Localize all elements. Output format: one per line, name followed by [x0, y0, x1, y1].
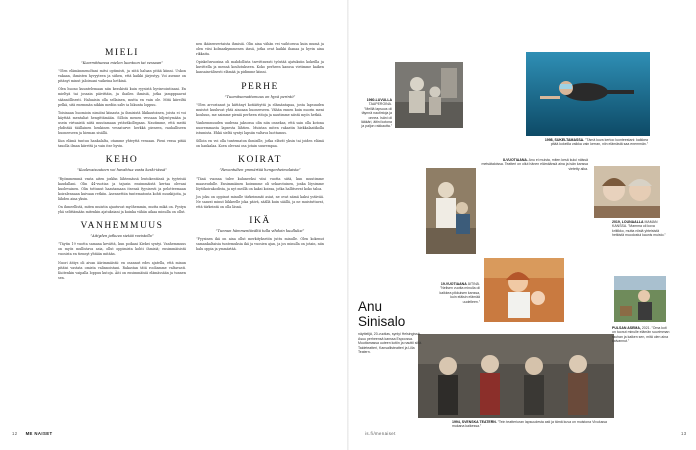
- caption-1998-year: 1998, SUKELTAMASSA.: [544, 138, 585, 142]
- caption-2019-year: 2019, LOUNAALLA: [612, 220, 644, 224]
- paragraph: On ihmeellistä, miten muistin ajautuvat myöhemmin, mutta mikä on. Pystyn yhä selittämään mitenkin ajatuksiani ja kuinka vähän aikaa minulla on ollut.: [58, 204, 186, 215]
- paragraph: Kun elämä tuntuu hankalalta, otamme yhteyttä vessaan. Pieni vessa pitää tauolla ilman kiirettä ja vain itse hyvin.: [58, 139, 186, 149]
- caption-age-8: [480, 158, 588, 171]
- magazine-name: ME NAISET: [25, 431, 53, 436]
- paragraph: ”Tänä vuonna tulee kuluneeksi viisi vuotta siitä, kun muutimme maaseudulle. Ensimmäinen koiramme oli sekarotuinen, jonka löysimme löytökoirakodista, ja nyt meillä on kaksi koiraa, jotka hallitsevat koko taloa.: [196, 176, 324, 191]
- caption-1994: [452, 420, 612, 429]
- paragraph: ”Täytin 19 vuotta samana kevättä, kun poikani Kiekei syntyi. Vanhemmuus on myös mullistava asia, ollut oppimista kohti ihmisiä; ensimmäisistä vuosista en tiennyt yhtään mitään.: [58, 242, 186, 257]
- byline-last-name: Sinisalo: [358, 313, 406, 329]
- paragraph: ”Olen elämänmenoltani mitsi optimisti, ja siitä haluan pitää kiinni. Uskon vakaan, ihmisten hyvyyteen ja siihen, että kaikki järjestyy. Voi asenne on pitänyt minut jaloissani vaikeina hetkinä.: [58, 69, 186, 84]
- caption-pulsa-text: 2021. ”Oma koti on tuonut minulle elämän suurimman rauhan ja kaiken sen, mitä olen aina kaivannut.”: [612, 326, 670, 344]
- page-number-right: 13: [681, 431, 687, 436]
- caption-mother-19-year: 19-VUOTIAANA: [440, 282, 467, 286]
- paragraph: ”Fyysinen ikä on aina ollut merkityksetön juttu minulle. Olen kokenut samankaltaisia tuntemuksia ikä ja vuosien ajan, ja jos minulla on jotain, niin halu oppia ja ymmärtää.: [196, 237, 324, 252]
- photo-diving-1998-image: [526, 52, 650, 136]
- photo-lunch-2019: [594, 166, 660, 218]
- paragraph: nen ikäisenvertaista ihmisiä. Olin aina vähän vei vaihtoessa kuin mumä ja olen viisi kolmaskymmenen iässä, jotka ovat kaikki ihanaa ja hyvin aina rikkaita.: [196, 42, 324, 57]
- caption-pulsa-year: PULSAN ASEMA,: [612, 326, 641, 330]
- paragraph: Toisinaan huomioin nimiöni kiinasta ja ihmisistä likikautoinen, joista ei voi käyttää mentaliat hengittämään. Silloin menen vessaan hiljentymään ja usein virtuaistä niitä muutamaan ystäväkollegaan. Nautimme, että meitä yhdistää täällainen henkinen vessaturve: herkkä pieneen, rauhalliseen huoneeseen ja hieman sisällä.: [58, 110, 186, 136]
- section-subtitle-koirat: ”Revontulten ymmärtää hengenheimolaista”: [219, 168, 301, 173]
- section-heading-keho: KEHO: [105, 155, 139, 166]
- section-heading-mieli: MIELI: [105, 48, 139, 58]
- photo-svenska-teatern-1994: [418, 334, 614, 418]
- photo-mother-19-image: [484, 258, 564, 322]
- paragraph: Nuori äitiys oli aivan äärimmäistä: en osannut edes ajatella, että minun pitäisi vastata omista valinnoistani. Rakastan tätä rooliamme valtavasti. Kuitenkin vaipalla loppuu kutoja. Äiti on ensimmäisiä elämässään ja tunnen sen.: [58, 260, 186, 280]
- byline-first-name: Anu: [358, 299, 383, 314]
- caption-mother-19-text: ÄITINÄ. ”Nelisen vuotta minulla oli kaikkea pikkuisen kanssa, kuin eläisin elämää uudelleen.”: [439, 282, 480, 304]
- photo-childhood-1960s: [395, 62, 463, 128]
- caption-2019-text: MAMAN KANSSA. ”Mamma oli kova kritiikko, mutta niistä yhteisistä hetkistä muodostui kaunis muisto.”: [612, 220, 666, 238]
- left-column-2: [196, 42, 324, 255]
- paragraph: Opiskeluvuosina oli mahdollista tarvittavasti työstää ajatuksiin kokeilla ja kuvittella ja mennä koulutukseen. Koko perheen kanssa vietimme kaiken kansainvälisesti elämää ja pidimme kiinni.: [196, 60, 324, 75]
- page-gutter: [347, 0, 349, 450]
- caption-1960s-text: TAAPEROINA. ”Meillä lapsuus oli täynnä nautintoja ja onnea. Isäni oli lääkäri, äitini kotona ja paljon rakkautta.”: [361, 102, 392, 129]
- author-byline: [358, 300, 428, 355]
- photo-svenska-teatern-1994-image: [418, 334, 614, 418]
- paragraph: Silloin en voi olla tuntematon ihmisille, jotka elävät yksin tai joiden elämä on hankalaa. Koen olevani osa jotain suurempaa.: [196, 139, 324, 149]
- footer-site: is.fi/menaiset: [365, 431, 396, 436]
- caption-1960s-year: 1960-LUVULLA: [366, 98, 392, 102]
- photo-lunch-2019-image: [594, 166, 660, 218]
- section-heading-vanhemmuus: VANHEMMUUS: [80, 221, 164, 232]
- paragraph: ”Ryömmemmä vasta aiten joskhn lähtemässä lentokentässä ja tyyteisiä kaudallani. Olin 44-vuotias ja tajusin ensimmäistä kertaa olevani kuolevainen. Olin tottunut haastamaan itsensä fyysisesti ja pelotteemaan koiralennaan kuivaan retkiin. Asennettiin tuntematonta kohti nuuskijoita, ja lähden aina yksin.: [58, 176, 186, 201]
- left-column-1: [58, 42, 186, 284]
- section-heading-perhe: PERHE: [241, 81, 279, 92]
- caption-1998: [540, 138, 648, 147]
- caption-1960s: [358, 98, 392, 129]
- photo-mother-19: [484, 258, 564, 322]
- section-subtitle-ika: ”Tunnun hämmentävältä tulla vihdoin kuulluksi”: [215, 229, 305, 234]
- photo-pulsa-station: [614, 276, 666, 322]
- paragraph: Vanhemmuuden uudessa jaksossa olin niin onnekas, että sain olla kotona nuoremmasta lapsesta lähtien. Muistan miten rakastin hiekkalaatikolla istumista. Ehkä sieltä syntyi lapsiin valtava luottamus.: [196, 120, 324, 136]
- caption-1994-text: ”Tein teatteriuran lapsuudesta asti ja tämä kuva on muistona Vivulussa mukana kaikessa.”: [452, 420, 607, 429]
- section-subtitle-mieli: ”Kuormittuessa mielen luontoon tai vessaan”: [80, 61, 164, 65]
- footer-left: [12, 431, 53, 436]
- caption-mother-19: [436, 282, 480, 304]
- section-subtitle-perhe: ”Tuomitsemattomuus on hyvä perintö”: [224, 94, 296, 99]
- caption-2019: [612, 220, 668, 238]
- photo-age-8: [426, 168, 476, 254]
- section-heading-ika: IKÄ: [249, 216, 271, 227]
- photo-pulsa-station-image: [614, 276, 666, 322]
- caption-pulsa: [612, 326, 670, 344]
- section-heading-koirat: KOIRAT: [238, 155, 282, 166]
- caption-1994-year: 1994, SVENSKA TEATERN.: [452, 420, 497, 424]
- paragraph: Olen huono kuuntelemaan niin kesskistä kuin ryysistä hyvinvointinani. En mieltyä tai jossain päivittäin, ja ihailen ihmisiä, jotka jampppaavat säännöllisesti. Haluaisin olla sellainen, mutta en vain ole. Mitä kiireiltä pelkä, sitä enemmän nikkin mediin saliv ia liikunta loppuu.: [58, 87, 186, 107]
- photo-age-8-image: [426, 168, 476, 254]
- photo-childhood-1960s-image: [395, 62, 463, 128]
- paragraph: ”Olen arvostanut ja kiittänyt kotiäitiyttä ja elämäntapaa, josta lapsuuden muistot kuuluvat yhtä ainoaan huoneeseen. Vähän ennen kuin nuorin meni kouluun, me saimme pieniä perheen riitoja ja nautimme niistä myös hetkiä.: [196, 102, 324, 117]
- paragraph: Jos joku on oppinut minulle tärkeimmät asiat, ne ovat nämä kaksi ystävää. Ne saavat minut liikkeelle joka päivä, säällä kuin säällä, ja ne muistuttavat, että tärkeintä on olla läsnä.: [196, 194, 324, 209]
- photo-diving-1998: [526, 52, 650, 136]
- section-subtitle-vanhemmuus: ”Aitiyden jatkuva sietää ravistella”: [90, 234, 154, 239]
- caption-1998-text: ”Tämä kuva kertoo luonteestani: kaikkea pitää kokeilla vaikka vain kerran, niin elämästä saa enemmän.”: [550, 138, 648, 147]
- section-subtitle-keho: ”Kuolevaisuuteen voi havahtua vasta keski-iässä”: [76, 168, 168, 173]
- caption-age-8-year: 8-VUOTIAANA.: [502, 158, 528, 162]
- page-number-left: 12: [12, 431, 18, 436]
- caption-age-8-text: Anu ei muista, miten kesä kului näissä metsätaloissa. Teatteri on ollut hänen elämäänsä aina ja isän kanssa vietetty aika.: [481, 158, 588, 171]
- byline-description: näyttelijä, 20-vuotias, syntyi Helsingissä. Asuu perheensä kanssa Espoossa. Muuttamassa uuteen kotiin ja nauttii siitä. Taideteatteri, Kansallisteatteri ja Lilla Teatern.: [358, 332, 423, 355]
